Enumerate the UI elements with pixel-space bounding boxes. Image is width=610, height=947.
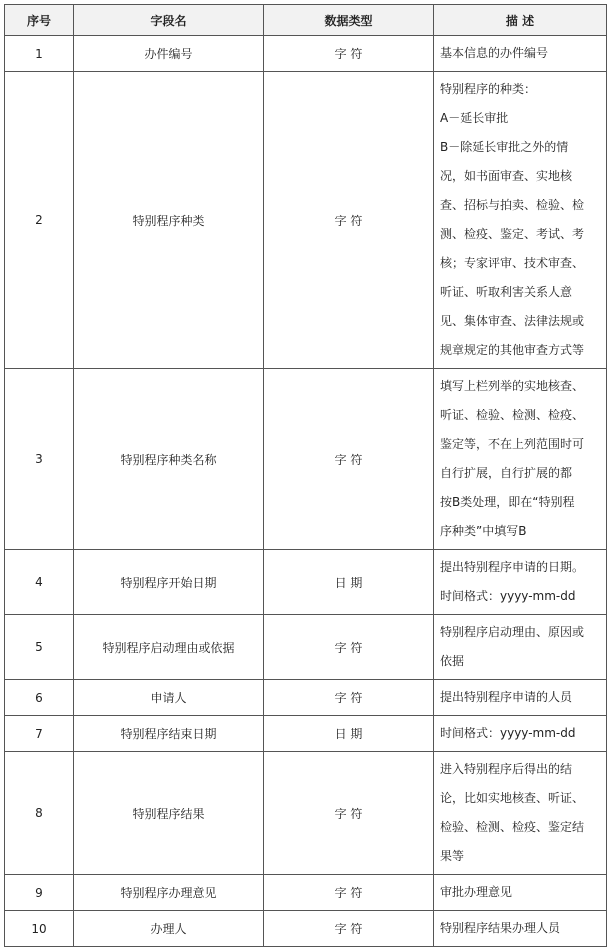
description-cell [434,550,607,615]
description-line: 按B类处理，即在“特别程 [440,495,575,509]
description-line: 自行扩展，自行扩展的都 [440,466,573,480]
description-cell [434,369,607,550]
field-name-cell: 特别程序种类 [74,72,264,369]
description-line: 基本信息的办件编号 [440,46,549,60]
description-line: 测、检疫、鉴定、考试、考 [440,227,585,241]
description-cell [434,615,607,680]
field-name-cell: 申请人 [74,680,264,716]
description-line: 时间格式：yyyy-mm-dd [440,589,576,603]
seq-cell: 9 [5,875,74,911]
data-type-cell: 字 符 [264,36,434,72]
data-type-cell: 字 符 [264,369,434,550]
description-line: 况，如书面审查、实地核 [440,169,573,183]
data-type-cell: 字 符 [264,911,434,947]
table-row [5,36,607,72]
description-line: B－除延长审批之外的情 [440,140,569,154]
description-line: 特别程序启动理由、原因或 [440,625,585,639]
table-row [5,680,607,716]
description-cell [434,716,607,752]
description-cell [434,875,607,911]
header-description: 描 述 [434,5,607,36]
data-type-cell: 日 期 [264,716,434,752]
field-spec-table [4,4,607,947]
description-line: 提出特别程序申请的人员 [440,690,573,704]
data-type-cell: 字 符 [264,72,434,369]
header-seq: 序号 [5,5,74,36]
description-cell [434,36,607,72]
field-name-cell: 办件编号 [74,36,264,72]
description-line: 论，比如实地核查、听证、 [440,791,585,805]
description-line: 鉴定等，不在上列范围时可 [440,437,585,451]
description-line: 特别程序结果办理人员 [440,921,561,935]
description-line: 依据 [440,654,465,668]
seq-cell: 8 [5,752,74,875]
seq-cell: 5 [5,615,74,680]
description-line: 填写上栏列举的实地核查、 [440,379,585,393]
description-cell [434,752,607,875]
description-line: 听证、检验、检测、检疫、 [440,408,585,422]
table-row [5,716,607,752]
description-cell [434,72,607,369]
data-type-cell: 字 符 [264,615,434,680]
field-name-cell: 特别程序结果 [74,752,264,875]
data-type-cell: 字 符 [264,680,434,716]
seq-cell: 1 [5,36,74,72]
description-line: 特别程序的种类： [440,82,537,96]
description-line: 提出特别程序申请的日期。 [440,560,585,574]
description-line: 查、招标与拍卖、检验、检 [440,198,585,212]
description-line: 听证、听取利害关系人意 [440,285,573,299]
description-line: A－延长审批 [440,111,509,125]
header-field-name: 字段名 [74,5,264,36]
header-row [5,5,607,36]
seq-cell: 10 [5,911,74,947]
description-line: 进入特别程序后得出的结 [440,762,573,776]
table-row [5,550,607,615]
data-type-cell: 日 期 [264,550,434,615]
description-line: 果等 [440,849,465,863]
description-line: 序种类”中填写B [440,524,527,538]
description-line: 检验、检测、检疫、鉴定结 [440,820,585,834]
field-name-cell: 特别程序种类名称 [74,369,264,550]
table-row [5,752,607,875]
seq-cell: 3 [5,369,74,550]
table-row [5,875,607,911]
description-cell [434,911,607,947]
description-line: 审批办理意见 [440,885,513,899]
description-line: 规章规定的其他审查方式等 [440,343,585,357]
seq-cell: 4 [5,550,74,615]
description-line: 时间格式：yyyy-mm-dd [440,726,576,740]
data-type-cell: 字 符 [264,752,434,875]
data-type-cell: 字 符 [264,875,434,911]
field-name-cell: 特别程序办理意见 [74,875,264,911]
seq-cell: 2 [5,72,74,369]
field-name-cell: 特别程序结束日期 [74,716,264,752]
seq-cell: 6 [5,680,74,716]
table-row [5,911,607,947]
seq-cell: 7 [5,716,74,752]
table-row [5,369,607,550]
field-name-cell: 特别程序开始日期 [74,550,264,615]
description-cell [434,680,607,716]
table-row [5,72,607,369]
header-data-type: 数据类型 [264,5,434,36]
field-name-cell: 办理人 [74,911,264,947]
field-name-cell: 特别程序启动理由或依据 [74,615,264,680]
description-line: 见、集体审查、法律法规或 [440,314,585,328]
table-row [5,615,607,680]
description-line: 核；专家评审、技术审查、 [440,256,585,270]
